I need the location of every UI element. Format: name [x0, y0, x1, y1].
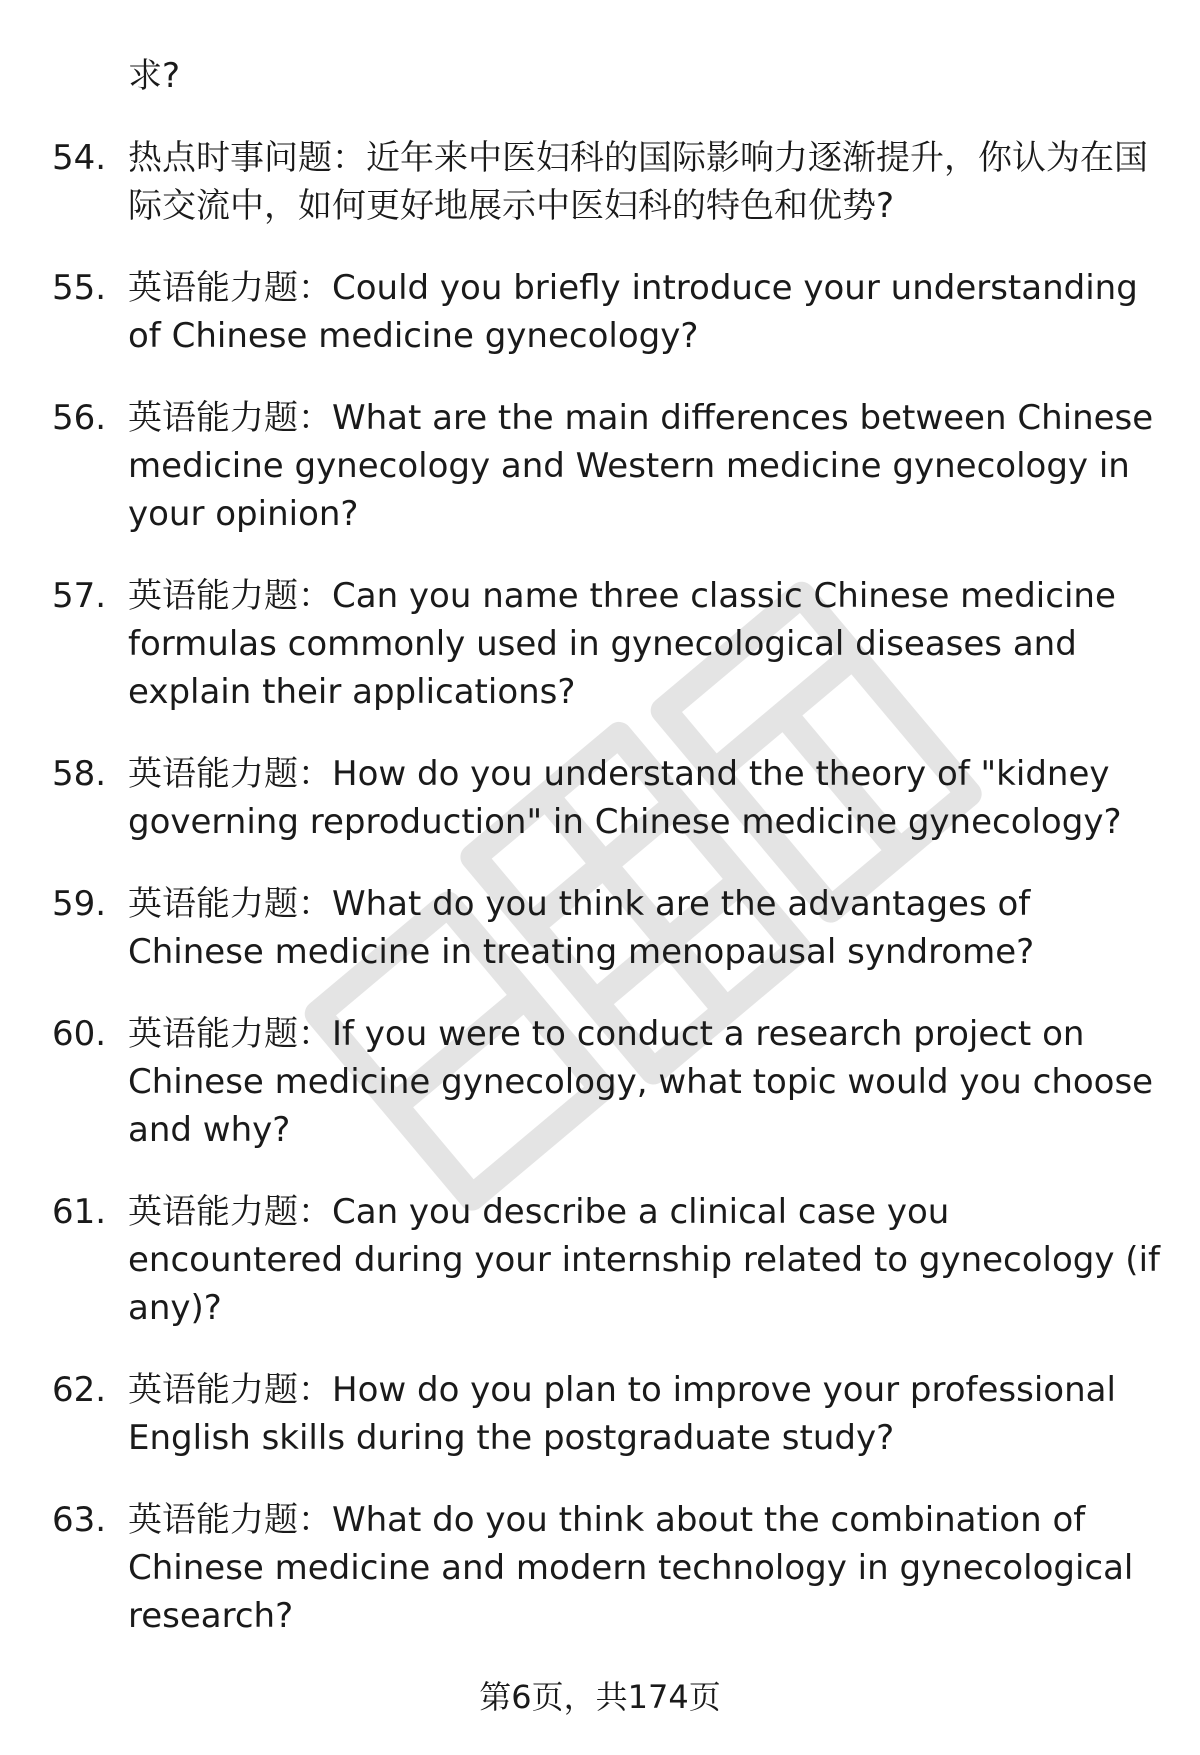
- question-item: [52, 1188, 1162, 1332]
- question-number: 54.: [52, 138, 107, 178]
- question-item: [52, 750, 1162, 846]
- question-text: 英语能力题：How do you plan to improve your professional English skills during the postgraduate study?: [128, 1370, 1116, 1458]
- question-item: [52, 394, 1162, 538]
- question-item: [52, 264, 1162, 360]
- question-number: 61.: [52, 1192, 107, 1232]
- question-text: 热点时事问题：近年来中医妇科的国际影响力逐渐提升，你认为在国际交流中，如何更好地展示中医妇科的特色和优势?: [128, 138, 1148, 226]
- question-text: 英语能力题：Could you briefly introduce your understanding of Chinese medicine gynecology?: [128, 268, 1138, 356]
- question-item: [52, 880, 1162, 976]
- carry-over-text: 求?: [128, 56, 181, 96]
- question-text: 英语能力题：What do you think are the advantages of Chinese medicine in treating menopausal syndrome?: [128, 884, 1035, 972]
- question-text: 英语能力题：Can you describe a clinical case you encountered during your internship related to gynecology (if any)?: [128, 1192, 1160, 1328]
- page-footer: 第6页，共174页: [479, 1678, 721, 1716]
- question-number: 63.: [52, 1500, 107, 1540]
- question-text: 英语能力题：What are the main differences between Chinese medicine gynecology and Western medicine gynecology in your opinion?: [128, 398, 1154, 534]
- question-item: [52, 1366, 1162, 1462]
- question-item: [52, 1010, 1162, 1154]
- question-number: 56.: [52, 398, 107, 438]
- question-number: 55.: [52, 268, 107, 308]
- question-item: [52, 572, 1162, 716]
- question-number: 57.: [52, 576, 107, 616]
- question-text: 英语能力题：How do you understand the theory of "kidney governing reproduction" in Chinese medicine gynecology?: [128, 754, 1122, 842]
- question-number: 59.: [52, 884, 107, 924]
- question-item: [52, 1496, 1162, 1640]
- question-text: 英语能力题：If you were to conduct a research project on Chinese medicine gynecology, what topic would you choose and why?: [128, 1014, 1154, 1150]
- question-text: 英语能力题：Can you name three classic Chinese medicine formulas commonly used in gynecological diseases and explain their applications?: [128, 576, 1116, 712]
- question-list: [52, 52, 1162, 1674]
- question-number: 62.: [52, 1370, 107, 1410]
- question-number: 60.: [52, 1014, 107, 1054]
- question-text: 英语能力题：What do you think about the combination of Chinese medicine and modern technology in gynecological research?: [128, 1500, 1134, 1636]
- question-item: [52, 134, 1162, 230]
- question-number: 58.: [52, 754, 107, 794]
